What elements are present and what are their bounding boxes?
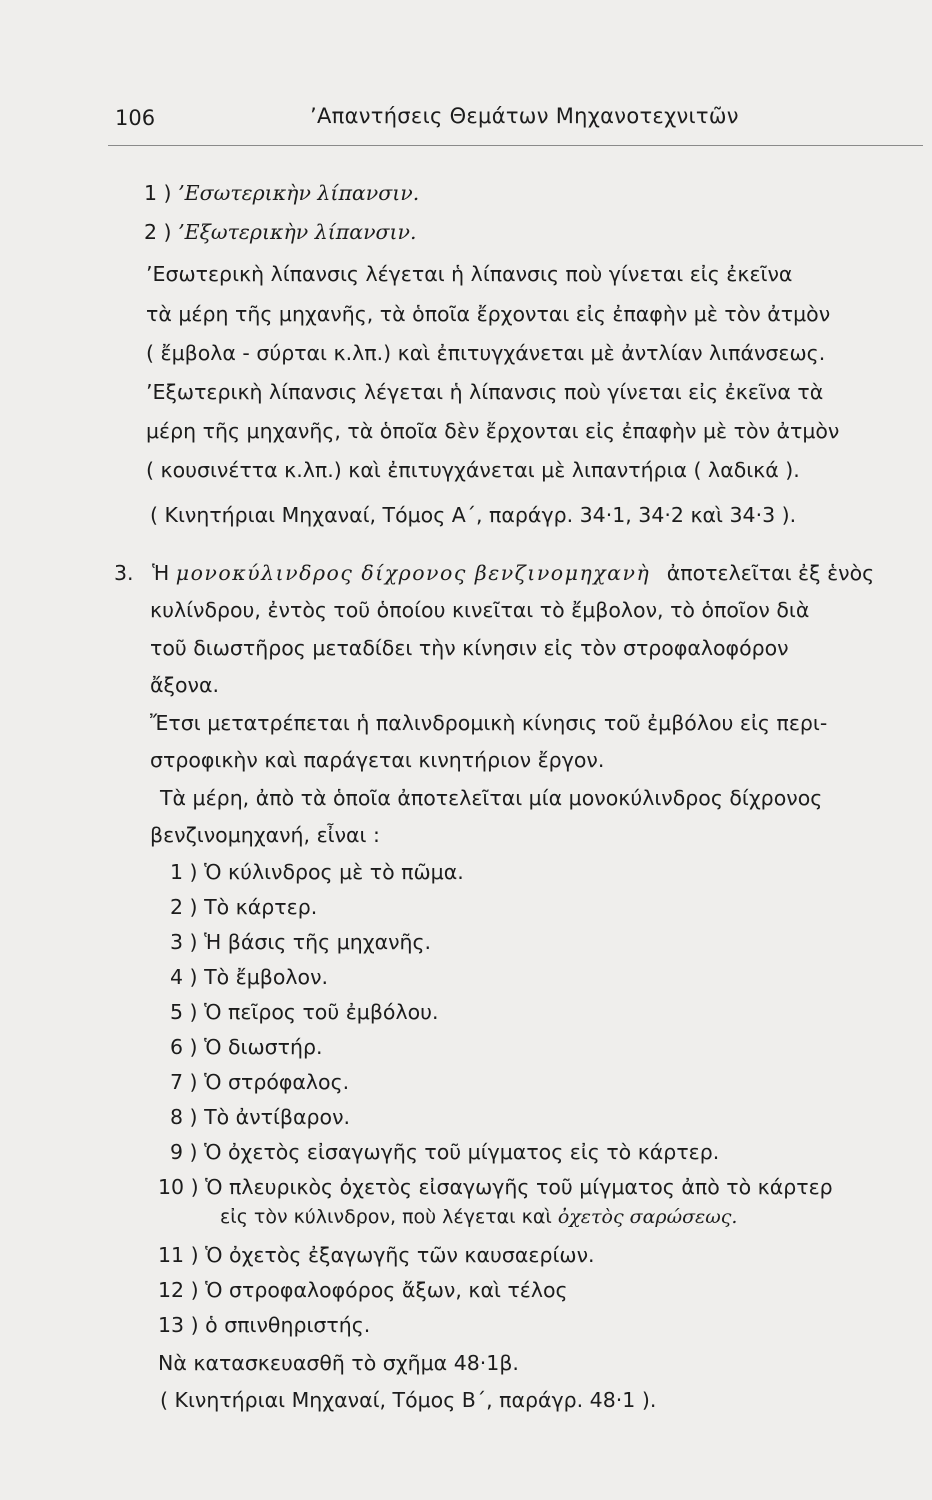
closing-line: Νὰ κατασκευασθῆ τὸ σχῆμα 48·1β. [158, 1351, 519, 1375]
paragraph-line: τὰ μέρη τῆς μηχανῆς, τὰ ὁποῖα ἔρχονται εἰς ἐπαφὴν μὲ τὸν ἀτμὸν [146, 302, 831, 326]
page-header [115, 100, 925, 140]
list-item: 10 ) Ὁ πλευρικὸς ὀχετὸς εἰσαγωγῆς τοῦ μίγματος ἀπὸ τὸ κάρτερ [158, 1175, 833, 1199]
paragraph-line: ’Εξωτερικὴ λίπανσις λέγεται ἡ λίπανσις ποὺ γίνεται εἰς ἐκεῖνα τὰ [146, 380, 824, 404]
reference-2: ( Κινητήριαι Μηχαναί, Τόμος Β΄, παράγρ. 48·1 ). [160, 1388, 657, 1412]
list-item: 12 ) Ὁ στροφαλοφόρος ἄξων, καὶ τέλος [158, 1278, 568, 1302]
running-title: ’Απαντήσεις Θεμάτων Μηχανοτεχνιτῶν [310, 104, 739, 128]
section-term: μονοκύλινδρος δίχρονος βενζινομηχανὴ [175, 561, 651, 585]
list-item: 8 ) Τὸ ἀντίβαρον. [170, 1105, 351, 1129]
list-item: 9 ) Ὁ ὀχετὸς εἰσαγωγῆς τοῦ μίγματος εἰς τὸ κάρτερ. [170, 1140, 720, 1164]
paragraph-line: ἄξονα. [150, 673, 219, 697]
list-item: 13 ) ὁ σπινθηριστής. [158, 1313, 371, 1337]
list-item: 3 ) Ἡ βάσις τῆς μηχανῆς. [170, 930, 432, 954]
list-item: 5 ) Ὁ πεῖρος τοῦ ἐμβόλου. [170, 1000, 439, 1024]
section-number: 3. [114, 561, 134, 585]
section-rest: ἀποτελεῖται ἐξ ἑνὸς [666, 561, 875, 585]
reference-1: ( Κινητήριαι Μηχαναί, Τόμος Α΄, παράγρ. 34·1, 34·2 καὶ 34·3 ). [150, 503, 797, 527]
paragraph-line: ( κουσινέττα κ.λπ.) καὶ ἐπιτυγχάνεται μὲ λιπαντήρια ( λαδικά ). [146, 458, 800, 482]
list-item-continuation: εἰς τὸν κύλινδρον, ποὺ λέγεται καὶ ὀχετὸς σαρώσεως. [220, 1206, 738, 1228]
list-item: 11 ) Ὁ ὀχετὸς ἐξαγωγῆς τῶν καυσαερίων. [158, 1243, 595, 1267]
paragraph-line: ( ἔμβολα - σύρται κ.λπ.) καὶ ἐπιτυγχάνεται μὲ ἀντλίαν λιπάνσεως. [146, 341, 826, 365]
list-item: 4 ) Τὸ ἔμβολον. [170, 965, 329, 989]
intro-item-1: 1 ) ’Εσωτερικὴν λίπανσιν. [144, 181, 420, 205]
intro-item-2: 2 ) ’Εξωτερικὴν λίπανσιν. [144, 220, 417, 244]
list-item: 2 ) Τὸ κάρτερ. [170, 895, 318, 919]
list-item: 7 ) Ὁ στρόφαλος. [170, 1070, 350, 1094]
paragraph-line: τοῦ διωστῆρος μεταδίδει τὴν κίνησιν εἰς τὸν στροφαλοφόρον [150, 636, 789, 660]
paragraph-line: κυλίνδρου, ἐντὸς τοῦ ὁποίου κινεῖται τὸ ἔμβολον, τὸ ὁποῖον διὰ [150, 598, 810, 622]
list-item: 6 ) Ὁ διωστήρ. [170, 1035, 323, 1059]
paragraph-line: μέρη τῆς μηχανῆς, τὰ ὁποῖα δὲν ἔρχονται εἰς ἐπαφὴν μὲ τὸν ἀτμὸν [146, 419, 840, 443]
list-item: 1 ) Ὁ κύλινδρος μὲ τὸ πῶμα. [170, 860, 464, 884]
section-lead: Ἡ [152, 561, 170, 585]
section-3-first-line [114, 563, 874, 584]
page-number: 106 [115, 106, 156, 130]
paragraph-line: Ἔτσι μετατρέπεται ἡ παλινδρομικὴ κίνησις τοῦ ἐμβόλου εἰς περι- [150, 711, 828, 735]
paragraph-line: Τὰ μέρη, ἀπὸ τὰ ὁποῖα ἀποτελεῖται μία μονοκύλινδρος δίχρονος [160, 786, 823, 810]
header-rule [108, 145, 923, 146]
paragraph-line: βενζινομηχανή, εἶναι : [150, 823, 380, 847]
paragraph-line: ’Εσωτερικὴ λίπανσις λέγεται ἡ λίπανσις ποὺ γίνεται εἰς ἐκεῖνα [146, 262, 793, 286]
paragraph-line: στροφικὴν καὶ παράγεται κινητήριον ἔργον. [150, 748, 605, 772]
